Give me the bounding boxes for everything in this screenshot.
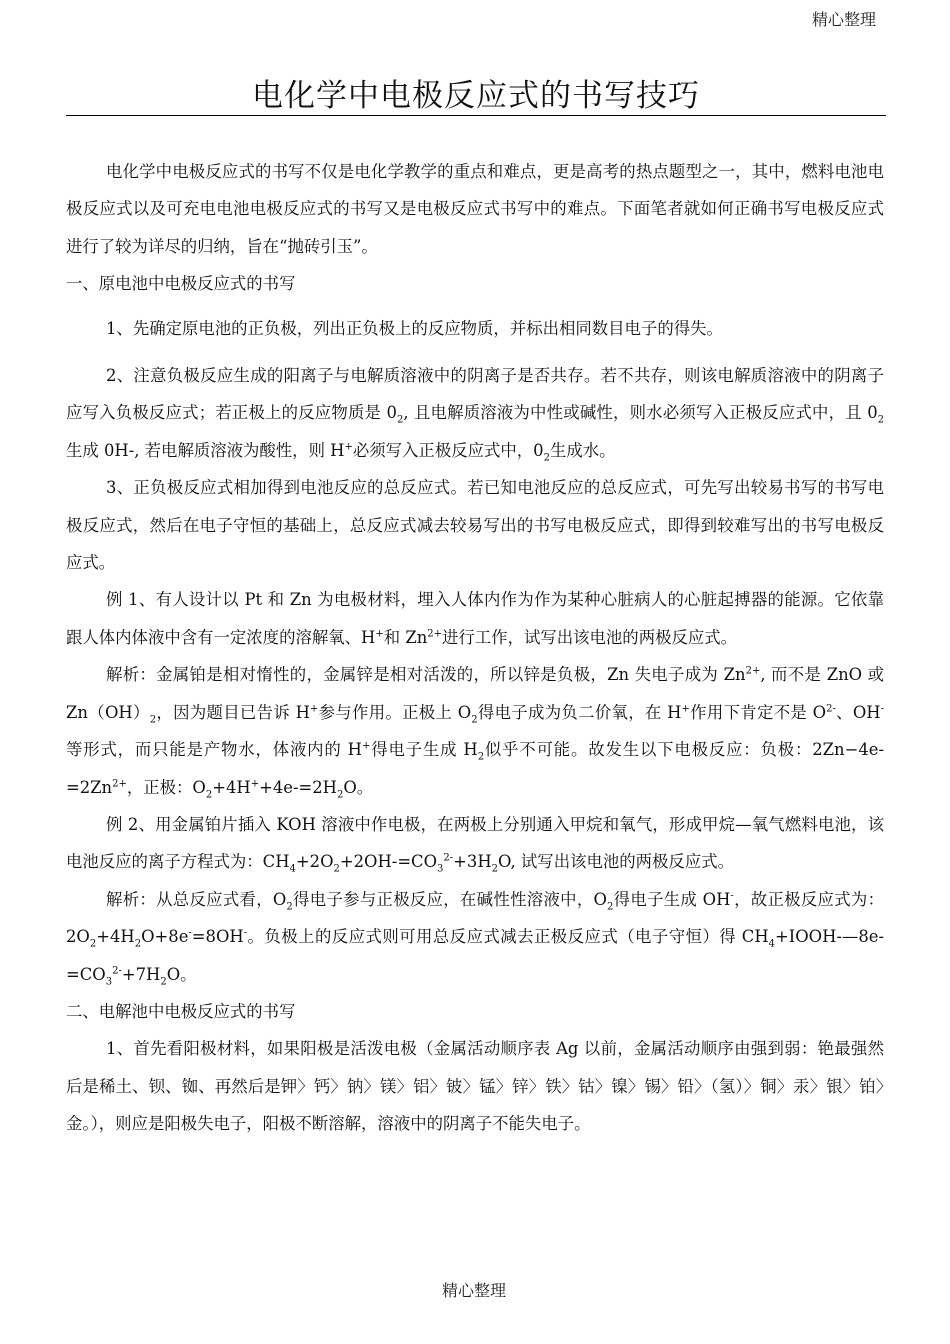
section1-point-2: 2、注意负极反应生成的阳离子与电解质溶液中的阴离子是否共存。若不共存，则该电解质溶液中的阴离子应写入负极反应式；若正极上的反应物质是 $0_2$, 且电解质溶液为中性或碱性，则水必须写入正极反应式中，且 $0_2$生成 0H-, 若电解质溶液为酸性，则 H+必须写入正极反应式中，$0_2$生成水。 bbox=[66, 366, 884, 464]
page-header: 精心整理 bbox=[812, 10, 877, 29]
page-footer: 精心整理 bbox=[442, 1281, 507, 1300]
document-body bbox=[66, 153, 884, 1143]
section-heading-2: 二、电解池中电极反应式的书写 bbox=[66, 1001, 296, 1021]
example-2: 例 2、用金属铂片插入 KOH 溶液中作电极，在两极上分别通入甲烷和氧气，形成甲烷—氧气燃料电池，该电池反应的离子方程式为：$CH_4+2O_2+2OH-=CO_3^{2-}+3H_2O$, 试写出该电池的两极反应式。 bbox=[66, 814, 884, 875]
analysis-1: 解析：金属铂是相对惰性的，金属锌是相对活泼的，所以锌是负极，Zn 失电子成为 $Zn^{2+}$, 而不是 ZnO 或 $Zn(OH)_2$，因为题目已告诉 H+参与作用。正极上 $O_2$得电子成为负二价氧，在 H+作用下肯定不是 $O^{2-}$、OH-等形式，而只能是产物水，体液内的 H+得电子生成 $H_2$似乎不可能。故发生以下电极反应：负极：$2Zn-4e-=2Zn^{2+}$，正极：$O_2+4H^++4e-=2H_2O$。 bbox=[66, 665, 884, 800]
title-underline bbox=[66, 115, 886, 116]
example-1: 例 1、有人设计以 Pt 和 Zn 为电极材料，埋入人体内作为作为某种心脏病人的心脏起搏器的能源。它依靠跟人体内体液中含有一定浓度的溶解氧、H+和 $Zn^{2+}$进行工作，试写出该电池的两极反应式。 bbox=[66, 590, 884, 647]
analysis-2: 解析：从总反应式看，$O_2$得电子参与正极反应，在碱性性溶液中，$O_2$得电子生成 OH-，故正极反应式为：$2O_2+4H_2O+8e^-=8OH^-$。负极上的反应式则可用总反应式减去正极反应式（电子守恒）得 $CH_4+IOOH-—8e-=CO_3^{2-}+7H_2O$。 bbox=[66, 889, 885, 987]
intro-paragraph: 电化学中电极反应式的书写不仅是电化学教学的重点和难点，更是高考的热点题型之一，其中，燃料电池电极反应式以及可充电电池电极反应式的书写又是电极反应式书写中的难点。下面笔者就如何正确书写电极反应式进行了较为详尽的归纳，旨在“抛砖引玉”。 bbox=[66, 162, 884, 256]
section-heading-1: 一、原电池中电极反应式的书写 bbox=[66, 274, 296, 294]
section1-point-3: 3、正负极反应式相加得到电池反应的总反应式。若已知电池反应的总反应式，可先写出较易书写的书写电极反应式，然后在电子守恒的基础上，总反应式减去较易写出的书写电极反应式，即得到较难写出的书写电极反应式。 bbox=[66, 478, 884, 573]
document-title: 电化学中电极反应式的书写技巧 bbox=[252, 78, 700, 114]
section1-point-1: 1、先确定原电池的正负极，列出正负极上的反应物质，并标出相同数目电子的得失。 bbox=[106, 318, 723, 338]
section2-point-1: 1、首先看阳极材料，如果阳极是活泼电极（金属活动顺序表 Ag 以前，金属活动顺序由强到弱：铯最强然后是稀土、钡、铷、再然后是钾〉钙〉钠〉镁〉铝〉铍〉锰〉锌〉铁〉钴〉镍〉锡〉铅〉（氢）〉铜〉汞〉银〉铂〉金。），则应是阳极失电子，阳极不断溶解，溶液中的阴离子不能失电子。 bbox=[66, 1039, 884, 1134]
